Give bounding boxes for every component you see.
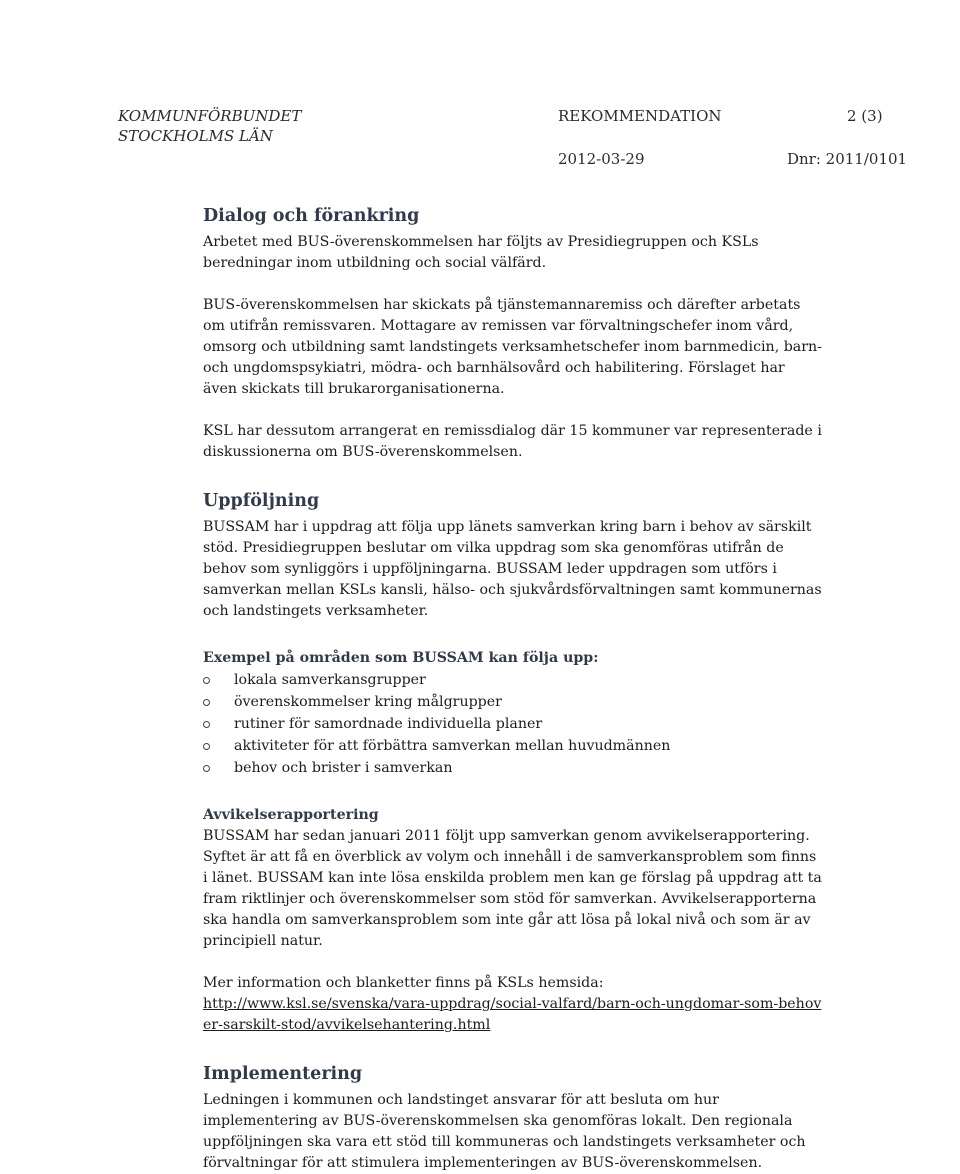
heading-uppfoljning: Uppföljning bbox=[203, 491, 320, 511]
paragraph-dialog-3: KSL har dessutom arrangerat en remissdialog där 15 kommuner var representerade i diskussionerna om BUS-överenskommelsen. bbox=[203, 423, 822, 460]
paragraph-dialog-1: Arbetet med BUS-överenskommelsen har följts av Presidiegruppen och KSLs beredningar inom utbildning och social välfärd. bbox=[203, 234, 759, 271]
ksl-website-link[interactable]: http://www.ksl.se/svenska/vara-uppdrag/social-valfard/barn-och-ungdomar-som-behover-sarskilt-stod/avvikelsehantering.html bbox=[203, 996, 822, 1033]
paragraph-uppfoljning: BUSSAM har i uppdrag att följa upp länets samverkan kring barn i behov av särskilt stöd. Presidiegruppen beslutar om vilka uppdrag som ska genomföras utifrån de behov som synliggörs i uppföljningarna. BUSSAM leder uppdragen som utförs i samverkan mellan KSLs kansli, hälso- och sjukvårdsförvaltningen samt kommunernas och landstingets verksamheter. bbox=[203, 519, 822, 619]
heading-exempel: Exempel på områden som BUSSAM kan följa upp: bbox=[203, 650, 599, 666]
diary-number: Dnr: 2011/0101 bbox=[787, 150, 908, 168]
org-line-1: KOMMUNFÖRBUNDET bbox=[118, 107, 302, 125]
example-list bbox=[203, 669, 823, 779]
organization-name bbox=[118, 106, 301, 146]
list-item: lokala samverkansgrupper bbox=[203, 669, 823, 691]
list-item: aktiviteter för att förbättra samverkan mellan huvudmännen bbox=[203, 735, 823, 757]
bullet-icon bbox=[203, 765, 210, 772]
document-type: REKOMMENDATION bbox=[558, 107, 722, 125]
list-item: behov och brister i samverkan bbox=[203, 757, 823, 779]
paragraph-more-info: Mer information och blanketter finns på KSLs hemsida: bbox=[203, 975, 604, 991]
bullet-icon bbox=[203, 677, 210, 684]
bullet-icon bbox=[203, 699, 210, 706]
heading-dialog: Dialog och förankring bbox=[203, 206, 420, 226]
paragraph-avvikelse: BUSSAM har sedan januari 2011 följt upp samverkan genom avvikelserapportering. Syftet är att få en överblick av volym och innehåll i de samverkansproblem som finns i länet. BUSSAM kan inte lösa enskilda problem men kan ge förslag på uppdrag att ta fram riktlinjer och överenskommelser som stöd för samverkan. Avvikelserapporterna ska handla om samverkansproblem som inte går att lösa på lokal nivå och som är av principiell natur. bbox=[203, 828, 822, 949]
paragraph-dialog-2: BUS-överenskommelsen har skickats på tjänstemannaremiss och därefter arbetats om utifrån remissvaren. Mottagare av remissen var förvaltningschefer inom vård, omsorg och utbildning samt landstingets verksamhetschefer inom barnmedicin, barn- och ungdomspsykiatri, mödra- och barnhälsovård och habilitering. Förslaget har även skickats till brukarorganisationerna. bbox=[203, 297, 822, 397]
bullet-icon bbox=[203, 743, 210, 750]
heading-avvikelse: Avvikelserapportering bbox=[203, 807, 379, 823]
paragraph-implementering: Ledningen i kommunen och landstinget ansvarar för att besluta om hur implementering av BUS-överenskommelsen ska genomföras lokalt. Den regionala uppföljningen ska vara ett stöd till kommuneras och landstingets verksamheter och förvaltningar för att stimulera implementeringen av BUS-överenskommelsen. bbox=[203, 1092, 806, 1171]
document-date: 2012-03-29 bbox=[558, 150, 645, 168]
page-number: 2 (3) bbox=[847, 107, 883, 125]
list-item: överenskommelser kring målgrupper bbox=[203, 691, 823, 713]
list-item: rutiner för samordnade individuella planer bbox=[203, 713, 823, 735]
heading-implementering: Implementering bbox=[203, 1064, 363, 1084]
org-line-2: STOCKHOLMS LÄN bbox=[118, 127, 273, 145]
bullet-icon bbox=[203, 721, 210, 728]
document-body bbox=[203, 204, 823, 1174]
